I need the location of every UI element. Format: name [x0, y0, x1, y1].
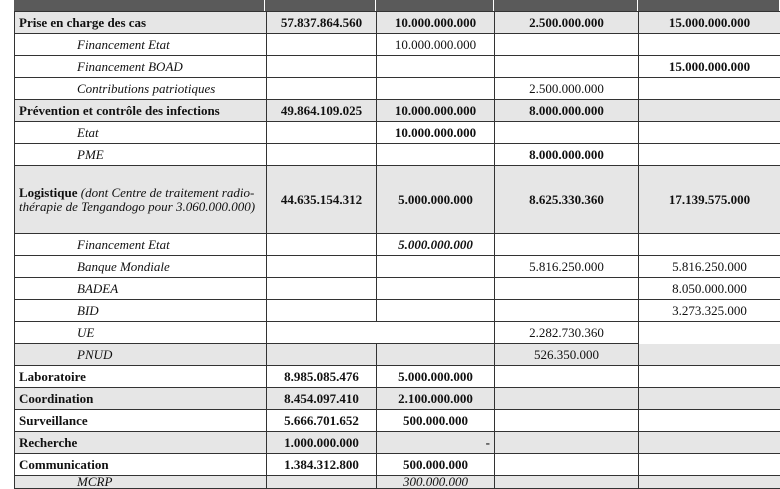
table-row [15, 100, 780, 122]
cell-col4 [495, 432, 639, 454]
table-row [15, 344, 780, 366]
cell-col4: 8.000.000.000 [495, 100, 639, 122]
cell-col4 [495, 366, 639, 388]
row-label: Financement Etat [15, 34, 267, 56]
cell-col3: 10.000.000.000 [377, 34, 495, 56]
table-row [15, 278, 780, 300]
cell-col3 [377, 256, 495, 278]
cell-total [267, 300, 377, 322]
cell-col4 [495, 476, 639, 489]
cell-col5 [639, 122, 780, 144]
cell-total [267, 256, 377, 278]
row-label: Prévention et contrôle des infections [15, 100, 267, 122]
table-row [15, 366, 780, 388]
cell-col5 [639, 410, 780, 432]
row-label: Etat [15, 122, 267, 144]
cell-total: 44.635.154.312 [267, 166, 377, 234]
cell-col5: 15.000.000.000 [639, 56, 780, 78]
cell-col5 [639, 366, 780, 388]
cell-col5 [639, 144, 780, 166]
cell-total: 8.985.085.476 [267, 366, 377, 388]
row-label: BADEA [15, 278, 267, 300]
cell-col3: 500.000.000 [377, 410, 495, 432]
cell-total: 1.000.000.000 [267, 432, 377, 454]
cell-total [267, 476, 377, 489]
table-row [15, 78, 780, 100]
table-row [15, 454, 780, 476]
table-row [15, 300, 780, 322]
row-label: MCRP [15, 476, 267, 489]
cell-col5: 3.273.325.000 [639, 300, 780, 322]
cell-col5: 17.139.575.000 [639, 166, 780, 234]
cell-col4 [495, 278, 639, 300]
table-row [15, 256, 780, 278]
row-label-note: (dont Centre de traitement radio-thérapie de Tengandogo pour 3.060.000.000) [19, 185, 255, 214]
cell-col3: - [377, 432, 495, 454]
cell-total [267, 34, 377, 56]
table-row [15, 34, 780, 56]
cell-col5 [639, 234, 780, 256]
row-label [15, 166, 267, 234]
cell-col5: 8.050.000.000 [639, 278, 780, 300]
cell-col5 [639, 476, 780, 489]
cell-col4: 8.000.000.000 [495, 144, 639, 166]
cell-col3: 10.000.000.000 [377, 100, 495, 122]
table-row [15, 12, 780, 34]
row-label: Coordination [15, 388, 267, 410]
table-row [15, 476, 780, 489]
cell-col4 [495, 454, 639, 476]
cell-col4: 2.282.730.360 [495, 322, 639, 344]
row-label: Communication [15, 454, 267, 476]
cell-total [267, 234, 377, 256]
row-label: Contributions patriotiques [15, 78, 267, 100]
cell-col3 [377, 56, 495, 78]
cell-col4 [495, 300, 639, 322]
table-row [15, 234, 780, 256]
cell-col4 [495, 388, 639, 410]
row-label: BID [15, 300, 267, 322]
cell-col4: 526.350.000 [495, 344, 639, 366]
cell-total [267, 278, 377, 300]
cell-col5 [639, 388, 780, 410]
cell-col4: 2.500.000.000 [495, 78, 639, 100]
cell-total: 5.666.701.652 [267, 410, 377, 432]
table-row [15, 388, 780, 410]
cell-col5 [639, 78, 780, 100]
row-label: PME [15, 144, 267, 166]
row-label-main: Logistique [19, 185, 78, 200]
cell-total [267, 78, 377, 100]
table-row [15, 122, 780, 144]
cell-total: 57.837.864.560 [267, 12, 377, 34]
budget-table-container [14, 0, 780, 489]
cell-col4 [495, 410, 639, 432]
cell-col3 [377, 344, 495, 366]
cell-col3: 2.100.000.000 [377, 388, 495, 410]
cell-col5 [639, 454, 780, 476]
row-label: PNUD [15, 344, 267, 366]
row-label: Recherche [15, 432, 267, 454]
cell-col5: 15.000.000.000 [639, 12, 780, 34]
cell-total [267, 344, 377, 366]
table-row [15, 410, 780, 432]
table-row [15, 144, 780, 166]
cell-total [267, 144, 377, 166]
cell-total: 49.864.109.025 [267, 100, 377, 122]
table-header-bar [14, 0, 780, 11]
row-label: Prise en charge des cas [15, 12, 267, 34]
budget-table [14, 11, 780, 489]
cell-col4: 5.816.250.000 [495, 256, 639, 278]
table-row [15, 166, 780, 234]
cell-total [267, 56, 377, 78]
cell-col3: 10.000.000.000 [377, 12, 495, 34]
cell-col5 [639, 344, 780, 366]
table-row [15, 432, 780, 454]
cell-col5 [639, 322, 780, 344]
cell-col3 [377, 278, 495, 300]
cell-total: 1.384.312.800 [267, 454, 377, 476]
cell-total: 8.454.097.410 [267, 388, 377, 410]
cell-col3: 5.000.000.000 [377, 234, 495, 256]
cell-col3: 10.000.000.000 [377, 122, 495, 144]
cell-col3: 5.000.000.000 [377, 366, 495, 388]
cell-col3: 5.000.000.000 [377, 166, 495, 234]
cell-col3 [377, 300, 495, 322]
row-label: Laboratoire [15, 366, 267, 388]
cell-col5 [639, 34, 780, 56]
cell-col4 [495, 34, 639, 56]
row-label: Surveillance [15, 410, 267, 432]
cell-col4 [495, 234, 639, 256]
cell-col5: 5.816.250.000 [639, 256, 780, 278]
cell-col3 [377, 78, 495, 100]
cell-col4: 8.625.330.360 [495, 166, 639, 234]
row-label: Banque Mondiale [15, 256, 267, 278]
table-row [15, 322, 780, 344]
cell-total [267, 322, 377, 344]
table-row [15, 56, 780, 78]
cell-col3: 300.000.000 [377, 476, 495, 489]
cell-col5 [639, 432, 780, 454]
row-label: Financement Etat [15, 234, 267, 256]
cell-col3: 500.000.000 [377, 454, 495, 476]
cell-total [267, 122, 377, 144]
cell-col4 [495, 56, 639, 78]
row-label: Financement BOAD [15, 56, 267, 78]
cell-col5 [639, 100, 780, 122]
cell-col3 [377, 322, 495, 344]
cell-col3 [377, 144, 495, 166]
cell-col4: 2.500.000.000 [495, 12, 639, 34]
cell-col4 [495, 122, 639, 144]
row-label: UE [15, 322, 267, 344]
